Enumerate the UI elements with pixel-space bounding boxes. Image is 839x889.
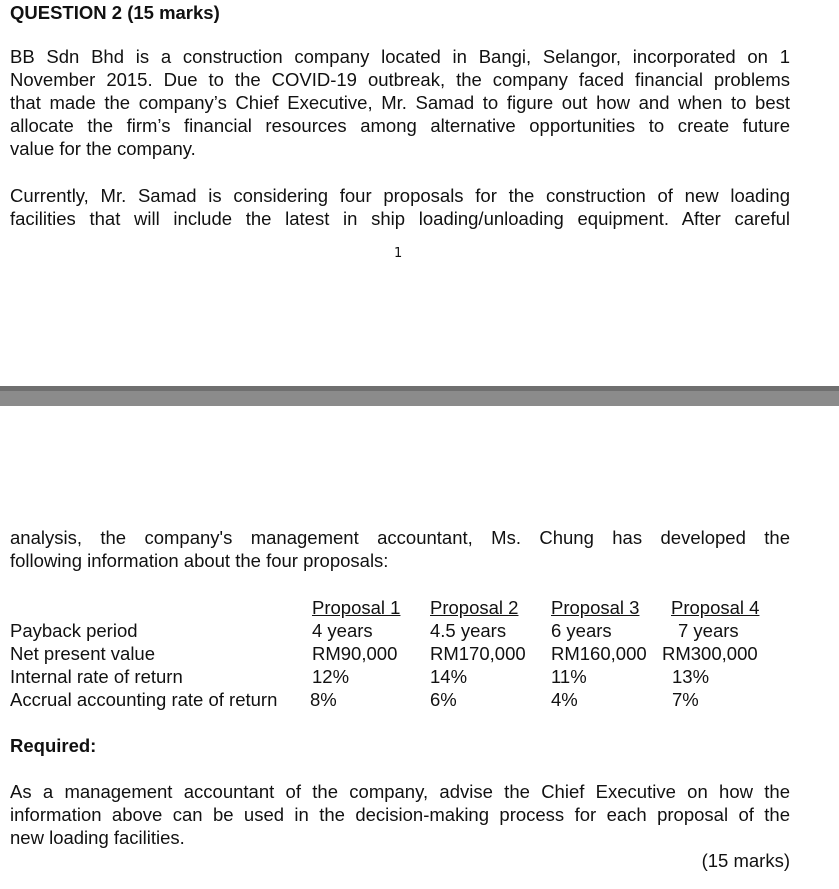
table-cell: RM300,000 bbox=[662, 643, 758, 664]
text-line: allocate the firm’s financial resources among alternative opportunities to create future bbox=[10, 115, 790, 136]
row-label-irr: Internal rate of return bbox=[10, 666, 183, 687]
row-label-npv: Net present value bbox=[10, 643, 156, 664]
table-cell: 4.5 years bbox=[430, 620, 507, 641]
table-header-proposal-1: Proposal 1 bbox=[312, 597, 401, 618]
text-line: information above can be used in the decision-making process for each proposal of the bbox=[10, 804, 790, 825]
row-label-payback: Payback period bbox=[10, 620, 138, 641]
text-line: facilities that will include the latest in ship loading/unloading equipment. After careful bbox=[10, 208, 790, 229]
table-cell: RM90,000 bbox=[312, 643, 398, 664]
table-header-proposal-3: Proposal 3 bbox=[551, 597, 640, 618]
table-cell: 7 years bbox=[678, 620, 739, 641]
page-break-shadow bbox=[0, 386, 839, 391]
continuation-paragraph bbox=[10, 526, 790, 572]
intro-paragraph-2 bbox=[10, 184, 790, 230]
marks-label: (15 marks) bbox=[701, 850, 790, 871]
text-line: analysis, the company's management accountant, Ms. Chung has developed the bbox=[10, 527, 790, 548]
table-header-proposal-2: Proposal 2 bbox=[430, 597, 519, 618]
table-cell: 11% bbox=[551, 666, 587, 687]
question-title: QUESTION 2 (15 marks) bbox=[10, 2, 220, 23]
table-cell: RM160,000 bbox=[551, 643, 647, 664]
text-line: that made the company’s Chief Executive, Mr. Samad to figure out how and when to best bbox=[10, 92, 790, 113]
text-line: new loading facilities. bbox=[10, 827, 185, 848]
table-cell: 6 years bbox=[551, 620, 612, 641]
text-line: value for the company. bbox=[10, 138, 196, 159]
table-cell: 6% bbox=[430, 689, 457, 710]
table-header-proposal-4: Proposal 4 bbox=[671, 597, 760, 618]
text-line: following information about the four proposals: bbox=[10, 550, 389, 571]
table-cell: 8% bbox=[310, 689, 337, 710]
table-cell: 4 years bbox=[312, 620, 373, 641]
table-cell: RM170,000 bbox=[430, 643, 526, 664]
text-line: As a management accountant of the company, advise the Chief Executive on how the bbox=[10, 781, 790, 802]
intro-paragraph-1 bbox=[10, 45, 790, 160]
row-label-arr: Accrual accounting rate of return bbox=[10, 689, 278, 710]
text-line: BB Sdn Bhd is a construction company located in Bangi, Selangor, incorporated on 1 bbox=[10, 46, 790, 67]
table-cell: 12% bbox=[312, 666, 350, 687]
table-cell: 4% bbox=[551, 689, 578, 710]
text-line: Currently, Mr. Samad is considering four proposals for the construction of new loading bbox=[10, 185, 790, 206]
table-cell: 13% bbox=[672, 666, 710, 687]
page-number: 1 bbox=[394, 246, 403, 261]
table-cell: 7% bbox=[672, 689, 699, 710]
text-line: November 2015. Due to the COVID-19 outbreak, the company faced financial problems bbox=[10, 69, 790, 90]
required-label: Required: bbox=[10, 735, 97, 756]
table-cell: 14% bbox=[430, 666, 468, 687]
required-text bbox=[10, 780, 790, 849]
